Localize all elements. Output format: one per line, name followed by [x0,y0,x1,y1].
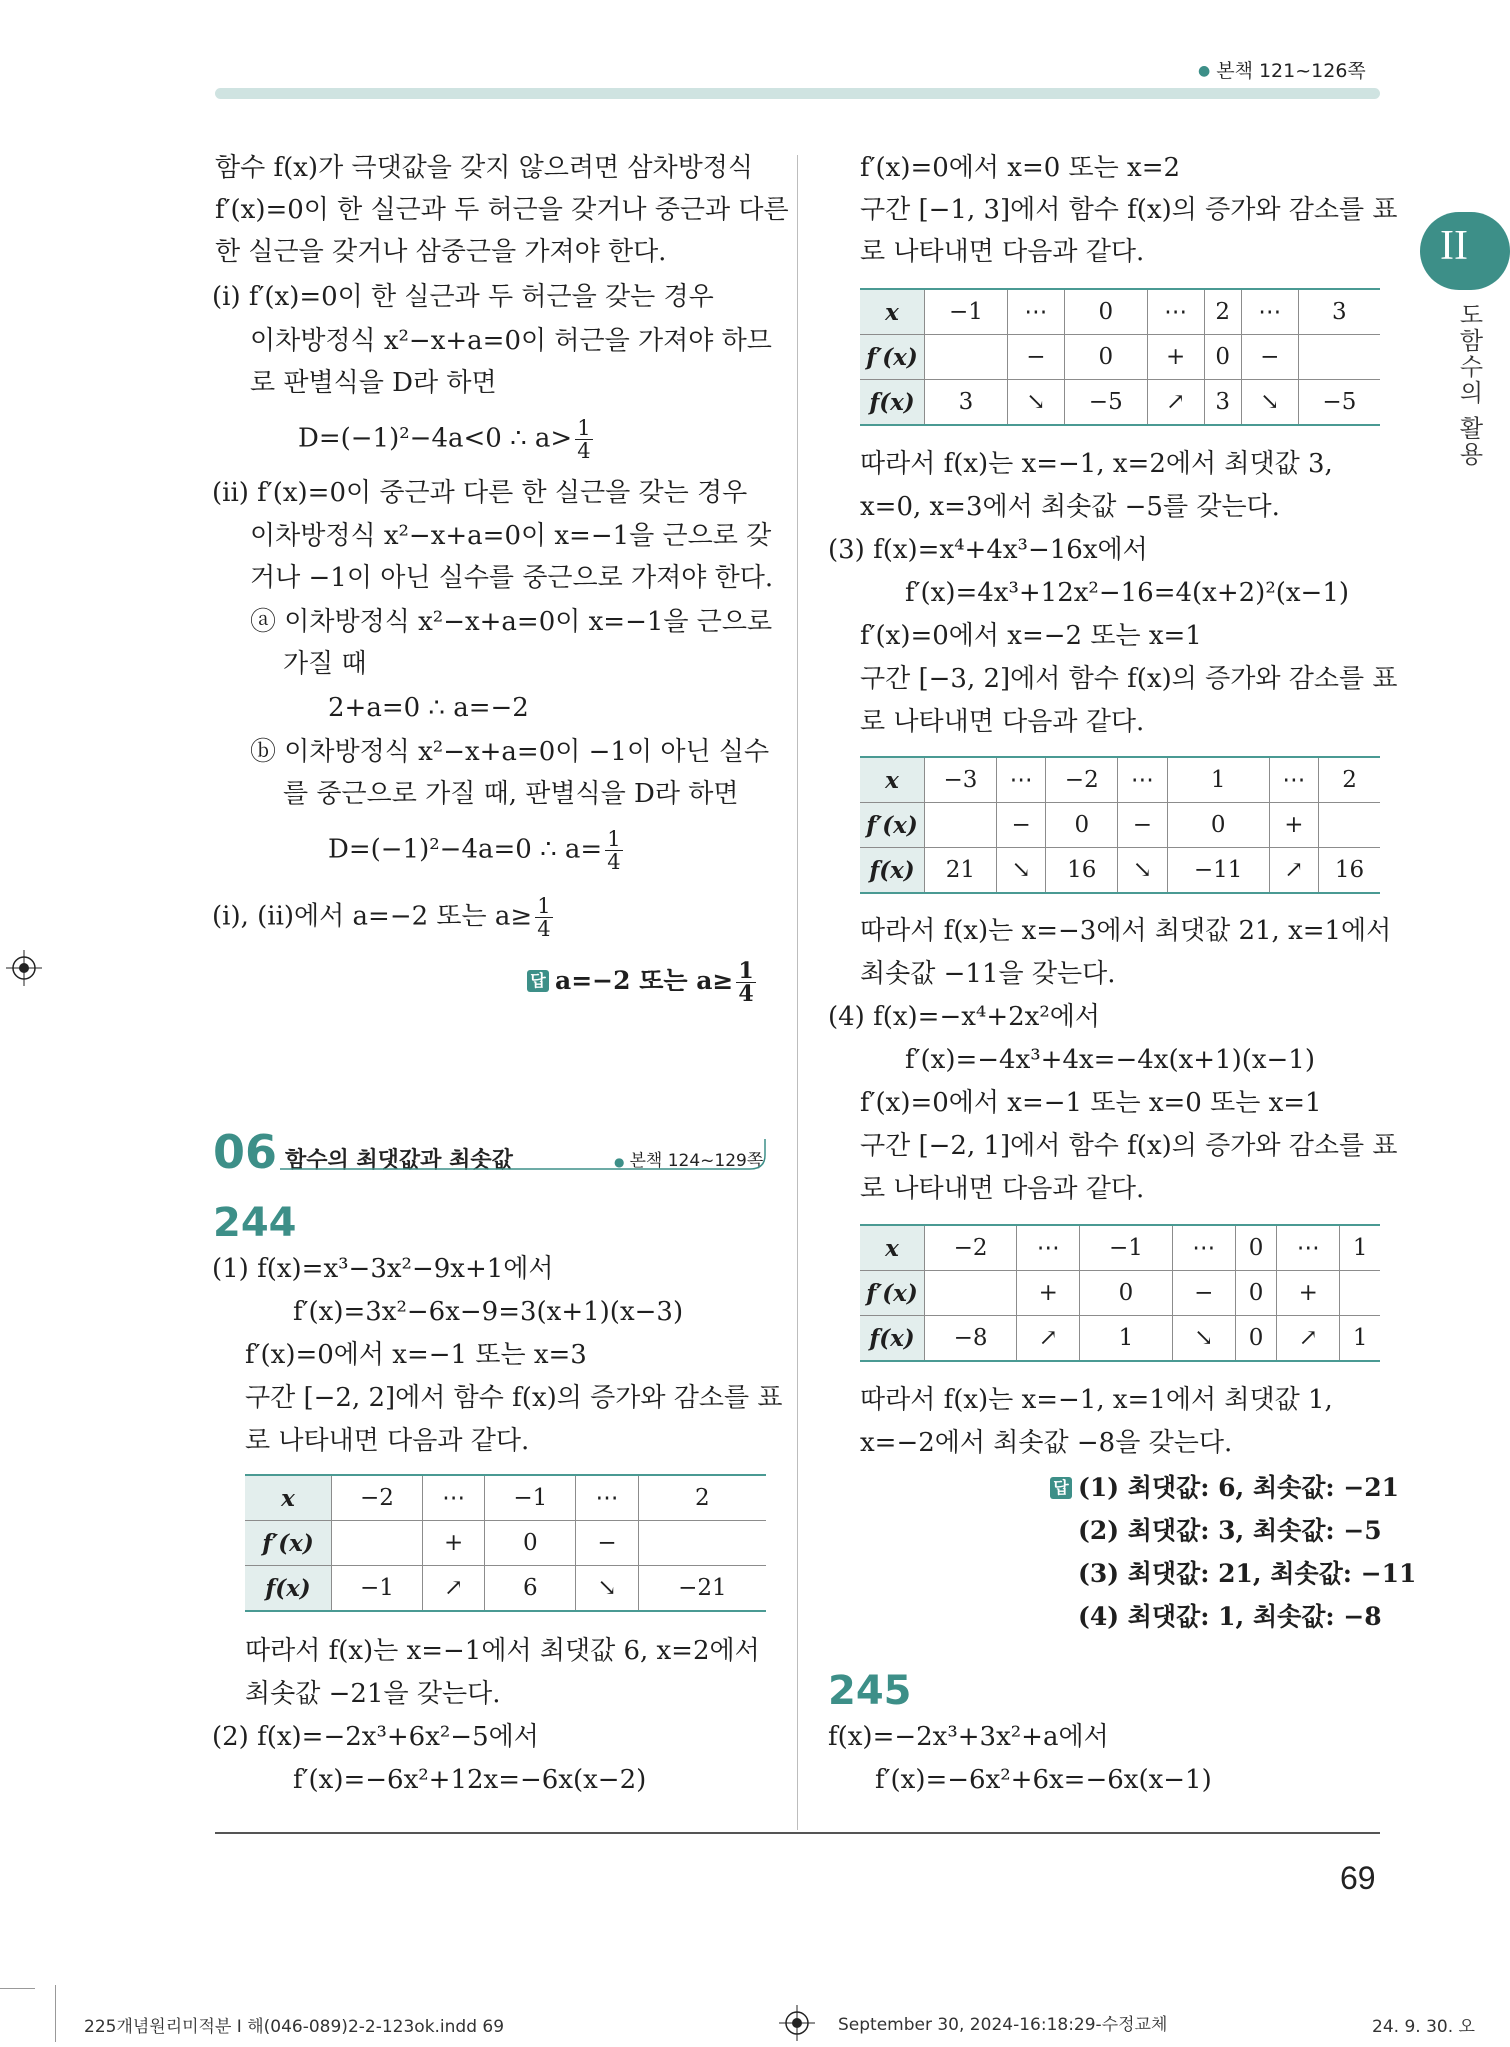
text-line: 로 나타내면 다음과 같다. [860,1174,1145,1204]
answer-badge: 답 [1050,1477,1072,1499]
table-cell: ↘ [1007,380,1064,426]
table-row [245,1521,766,1566]
table-cell: ↘ [576,1566,638,1612]
table-cell: 2 [638,1475,766,1521]
fraction-numerator: 1 [537,894,551,918]
text-line: 구간 [−2, 1]에서 함수 f(x)의 증가와 감소를 표 [860,1131,1398,1161]
text-line: 구간 [−1, 3]에서 함수 f(x)의 증가와 감소를 표 [860,195,1398,225]
text-line: 따라서 f(x)는 x=−1, x=1에서 최댓값 1, [860,1385,1333,1415]
table-cell: ↗ [1147,380,1204,426]
table-cell: −1 [925,289,1008,335]
footer-file: 225개념원리미적분 I 해(046-089)2-2-123ok.indd 69 [84,2017,505,2037]
text-line: (2) f(x)=−2x³+6x²−5에서 [212,1722,539,1752]
section-title: 함수의 최댓값과 최솟값 [285,1148,513,1173]
table-cell [638,1521,766,1566]
table-cell [1340,1271,1380,1316]
table-cell: f(x) [860,848,925,894]
table-cell [1298,335,1380,380]
table-row [860,289,1380,335]
table-cell: 0 [1046,803,1118,848]
text-line: x=−2에서 최솟값 −8을 갖는다. [860,1428,1233,1458]
table-cell [332,1521,423,1566]
table-cell: ⋯ [1118,757,1167,803]
table-cell: f(x) [860,1316,925,1362]
table-cell: + [1277,1271,1340,1316]
table-cell: ⋯ [1147,289,1204,335]
text-line: 구간 [−3, 2]에서 함수 f(x)의 증가와 감소를 표 [860,664,1398,694]
table-cell: 0 [1064,335,1147,380]
table-cell: − [1241,335,1298,380]
text-line: 이차방정식 x²−x+a=0이 x=−1을 근으로 갖 [250,521,772,551]
variation-table [860,288,1380,426]
table-cell: + [1017,1271,1080,1316]
equation-text: D=(−1)²−4a<0 ∴ a> [298,423,573,454]
table-cell: 3 [1298,289,1380,335]
equation-line: f′(x)=0에서 x=−1 또는 x=3 [245,1340,587,1370]
table-cell: x [860,1225,925,1271]
table-cell: + [1269,803,1318,848]
text-line: 이차방정식 x²−x+a=0이 허근을 가져야 하므 [250,326,772,356]
table-cell: ⋯ [1277,1225,1340,1271]
equation-line: f(x)=−2x³+3x²+a에서 [828,1722,1109,1752]
table-cell: −1 [485,1475,576,1521]
text-line: 최솟값 −11을 갖는다. [860,959,1116,989]
equation-line: f′(x)=−6x²+12x=−6x(x−2) [293,1765,647,1795]
fraction-denominator: 4 [537,917,551,941]
table-row [860,1225,1380,1271]
table-cell: + [1147,335,1204,380]
problem-number: 245 [828,1668,912,1714]
table-cell: −1 [1080,1225,1172,1271]
table-cell: ↘ [996,848,1045,894]
answer-line: (3) 최댓값: 21, 최솟값: −11 [1078,1559,1417,1588]
table-cell: 2 [1204,289,1241,335]
fraction [535,895,552,940]
table-row [860,803,1380,848]
crop-mark [0,1988,35,1989]
table-cell: ↗ [1269,848,1318,894]
table-cell: − [1007,335,1064,380]
table-cell: −5 [1298,380,1380,426]
fraction-numerator: 1 [607,827,621,851]
fraction [605,828,622,873]
table-cell: 0 [1235,1316,1276,1362]
equation-text: (i), (ii)에서 a=−2 또는 a≥ [212,901,533,932]
text-line: 로 나타내면 다음과 같다. [245,1426,530,1456]
table-cell [925,335,1008,380]
text-line: 따라서 f(x)는 x=−3에서 최댓값 21, x=1에서 [860,916,1392,946]
answer-badge: 답 [527,970,549,992]
table-cell: ⋯ [422,1475,484,1521]
table-cell: x [245,1475,332,1521]
table-cell: ↗ [1017,1316,1080,1362]
table-cell: 3 [1204,380,1241,426]
table-cell: 0 [1064,289,1147,335]
footer-date: September 30, 2024-16:18:29-수정교체 [838,2015,1168,2035]
table-cell: 2 [1319,757,1380,803]
fraction [736,960,755,1005]
equation-line: 2+a=0 ∴ a=−2 [328,693,529,723]
table-cell: −11 [1167,848,1269,894]
section-number: 06 [213,1125,278,1179]
table-cell: 3 [925,380,1008,426]
equation-line: f′(x)=0에서 x=−1 또는 x=0 또는 x=1 [860,1088,1322,1118]
table-cell: 16 [1319,848,1380,894]
text-line: (4) f(x)=−x⁴+2x²에서 [828,1002,1100,1032]
page-reference: ● 본책 121~126쪽 [1198,60,1366,82]
table-cell: ↘ [1118,848,1167,894]
table-row [245,1475,766,1521]
text-line: 구간 [−2, 2]에서 함수 f(x)의 증가와 감소를 표 [245,1383,783,1413]
text-line: 로 나타내면 다음과 같다. [860,237,1145,267]
table-cell: 1 [1340,1225,1380,1271]
fraction [575,417,592,462]
fraction-denominator: 4 [738,981,754,1007]
text-line: 한 실근을 갖거나 삼중근을 가져야 한다. [215,237,667,267]
text-line: 따라서 f(x)는 x=−1, x=2에서 최댓값 3, [860,449,1333,479]
text-line: 로 나타내면 다음과 같다. [860,707,1145,737]
text-line: 최솟값 −21을 갖는다. [245,1679,501,1709]
table-cell: 16 [1046,848,1118,894]
table-cell: f(x) [860,380,925,426]
table-row [860,757,1380,803]
text-line: (1) f(x)=x³−3x²−9x+1에서 [212,1254,554,1284]
table-cell: −3 [925,757,997,803]
table-row [860,1271,1380,1316]
table-cell: f(x) [245,1566,332,1612]
table-row [860,1316,1380,1362]
table-cell: x [860,289,925,335]
equation-line: f′(x)=0에서 x=−2 또는 x=1 [860,621,1202,651]
table-cell: ⋯ [1269,757,1318,803]
table-cell: ⋯ [1172,1225,1235,1271]
table-cell: 1 [1167,757,1269,803]
table-cell: f′(x) [860,1271,925,1316]
variation-table [860,1224,1380,1362]
equation-line: f′(x)=−6x²+6x=−6x(x−1) [875,1765,1212,1795]
table-cell: 0 [1235,1225,1276,1271]
fraction-denominator: 4 [607,850,621,874]
table-cell: 0 [1167,803,1269,848]
table-cell: ⋯ [576,1475,638,1521]
table-cell: + [422,1521,484,1566]
answer-line [527,960,759,1005]
text-line: 가질 때 [283,649,367,679]
section-underline [280,1135,770,1171]
text-line: 거나 −1이 아닌 실수를 중근으로 가져야 한다. [250,563,774,593]
table-cell: 0 [485,1521,576,1566]
table-cell: − [1118,803,1167,848]
equation-line [212,895,556,940]
table-cell: f′(x) [860,335,925,380]
table-cell: −8 [925,1316,1017,1362]
equation-line: f′(x)=−4x³+4x=−4x(x+1)(x−1) [905,1045,1315,1075]
table-cell [925,1271,1017,1316]
registration-mark-icon [6,950,42,986]
table-cell: ⋯ [1017,1225,1080,1271]
answer-text: (1) 최댓값: 6, 최솟값: −21 [1078,1473,1400,1502]
table-cell: f′(x) [245,1521,332,1566]
bottom-rule [215,1832,1380,1834]
table-cell: − [996,803,1045,848]
equation-line: f′(x)=4x³+12x²−16=4(x+2)²(x−1) [905,578,1350,608]
text-line: 를 중근으로 가질 때, 판별식을 D라 하면 [283,779,739,809]
header-bar [215,88,1380,99]
table-cell: 1 [1080,1316,1172,1362]
table-cell: −2 [332,1475,423,1521]
table-cell: ↗ [422,1566,484,1612]
table-row [860,335,1380,380]
table-cell: −2 [1046,757,1118,803]
chapter-label: 도함수의 활용 [1455,302,1483,468]
table-cell: −5 [1064,380,1147,426]
variation-table [860,756,1380,894]
table-cell: ↘ [1241,380,1298,426]
text-line: 함수 f(x)가 극댓값을 갖지 않으려면 삼차방정식 [215,153,753,183]
table-cell: −21 [638,1566,766,1612]
answer-line [1050,1467,1399,1509]
bullet-icon: ● [1198,63,1211,79]
table-cell: − [576,1521,638,1566]
table-cell: −1 [332,1566,423,1612]
bullet-icon: ● [614,1155,625,1169]
table-row [860,848,1380,894]
fraction-denominator: 4 [577,439,591,463]
equation-line [328,828,626,873]
table-row [860,380,1380,426]
text-line: 따라서 f(x)는 x=−1에서 최댓값 6, x=2에서 [245,1636,760,1666]
crop-mark [55,1985,56,2042]
table-cell: ⋯ [996,757,1045,803]
table-cell [1319,803,1380,848]
problem-number: 244 [213,1200,297,1246]
equation-line: f′(x)=3x²−6x−9=3(x+1)(x−3) [293,1297,684,1327]
table-cell: ↘ [1172,1316,1235,1362]
table-cell [925,803,997,848]
section-reference: ● 본책 124~129쪽 [614,1151,764,1171]
table-cell: 0 [1235,1271,1276,1316]
table-cell: 1 [1340,1316,1380,1362]
fraction-numerator: 1 [577,416,591,440]
fraction-numerator: 1 [738,958,754,984]
column-divider [797,155,798,1830]
subcase-line: ⓐ 이차방정식 x²−x+a=0이 x=−1을 근으로 [250,607,773,637]
table-cell: 21 [925,848,997,894]
table-cell: f′(x) [860,803,925,848]
equation-text: D=(−1)²−4a=0 ∴ a= [328,834,603,865]
case-heading: (i) f′(x)=0이 한 실근과 두 허근을 갖는 경우 [212,282,714,312]
text-line: (3) f(x)=x⁴+4x³−16x에서 [828,535,1148,565]
table-cell: 0 [1080,1271,1172,1316]
table-row [245,1566,766,1612]
table-cell: ⋯ [1241,289,1298,335]
answer-line: (4) 최댓값: 1, 최솟값: −8 [1078,1602,1382,1631]
page-number: 69 [1340,1860,1376,1896]
footer-stamp: 24. 9. 30. 오 [1372,2017,1475,2037]
table-cell: 6 [485,1566,576,1612]
case-heading: (ii) f′(x)=0이 중근과 다른 한 실근을 갖는 경우 [212,478,748,508]
text-line: x=0, x=3에서 최솟값 −5를 갖는다. [860,492,1280,522]
text-line: f′(x)=0이 한 실근과 두 허근을 갖거나 중근과 다른 [215,195,789,225]
table-cell: x [860,757,925,803]
registration-mark-icon [779,2005,815,2041]
chapter-number: II [1440,223,1468,269]
text-line: 로 판별식을 D라 하면 [250,368,497,398]
table-cell: ⋯ [1007,289,1064,335]
equation-line [298,417,596,462]
answer-text: a=−2 또는 a≥ [555,966,734,995]
subcase-line: ⓑ 이차방정식 x²−x+a=0이 −1이 아닌 실수 [250,737,770,767]
table-cell: − [1172,1271,1235,1316]
table-cell: 0 [1204,335,1241,380]
variation-table [245,1474,766,1612]
equation-line: f′(x)=0에서 x=0 또는 x=2 [860,153,1181,183]
table-cell: −2 [925,1225,1017,1271]
table-cell: ↗ [1277,1316,1340,1362]
answer-line: (2) 최댓값: 3, 최솟값: −5 [1078,1516,1382,1545]
